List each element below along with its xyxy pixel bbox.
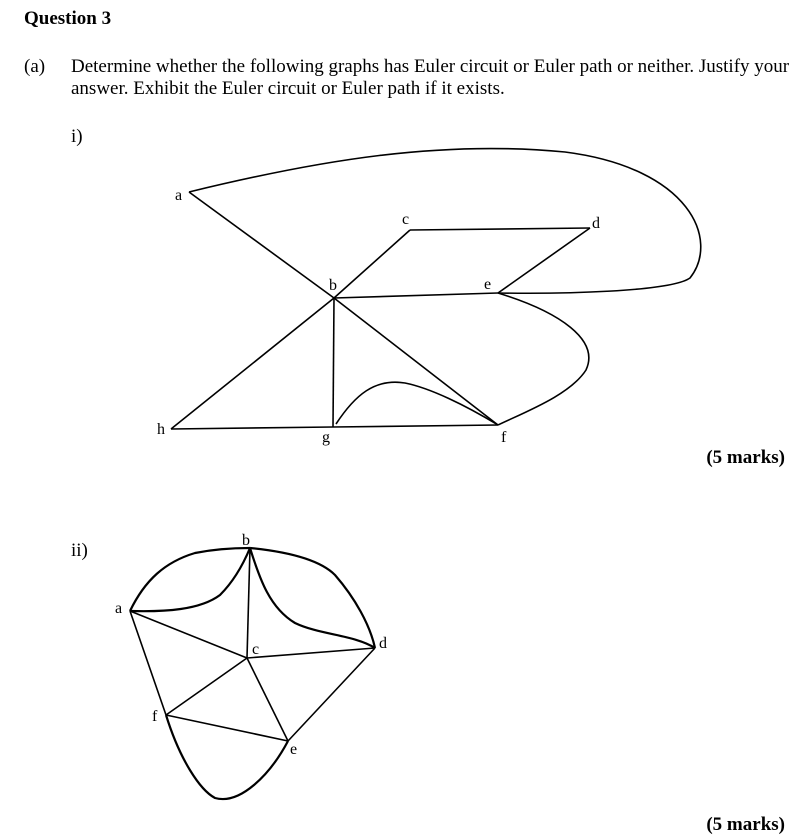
edge-f-e-straight — [166, 715, 288, 741]
graph-i-label: i) — [71, 126, 83, 147]
question-title: Question 3 — [24, 8, 112, 29]
vertex-e-label: e — [290, 741, 298, 758]
vertex-c-label: c — [402, 211, 410, 228]
edge-a-f — [130, 611, 166, 715]
vertex-a-label: a — [175, 187, 183, 204]
vertex-b-label: b — [329, 277, 337, 294]
edge-c-f — [166, 658, 247, 715]
vertex-g-label: g — [322, 429, 330, 446]
edge-a-b-inner — [130, 548, 250, 611]
vertex-f-label: f — [501, 429, 507, 446]
edge-b-d-outer — [250, 548, 375, 648]
vertex-a-label: a — [115, 600, 123, 617]
edge-d-e — [288, 648, 375, 741]
edge-b-c — [247, 548, 250, 658]
vertex-d-label: d — [379, 635, 387, 652]
vertex-e-label: e — [484, 276, 492, 293]
vertex-f-label: f — [152, 708, 158, 725]
graph-ii-label: ii) — [71, 540, 88, 561]
part-instructions: Determine whether the following graphs has Euler circuit or Euler path or neither. Justify your answer. Exhibit the Euler circuit or Euler path if it exists. — [71, 56, 790, 99]
edge-c-d — [247, 648, 375, 658]
graph-i-marks: (5 marks) — [706, 447, 785, 468]
edge-a-c — [130, 611, 247, 658]
vertex-h-label: h — [157, 421, 165, 438]
vertex-c-label: c — [252, 641, 260, 658]
graph-ii-marks: (5 marks) — [706, 814, 785, 835]
edge-c-e — [247, 658, 288, 741]
vertex-b-label: b — [242, 532, 250, 549]
vertex-d-label: d — [592, 215, 600, 232]
part-label: (a) — [24, 56, 46, 77]
edge-b-d-inner — [250, 548, 375, 648]
